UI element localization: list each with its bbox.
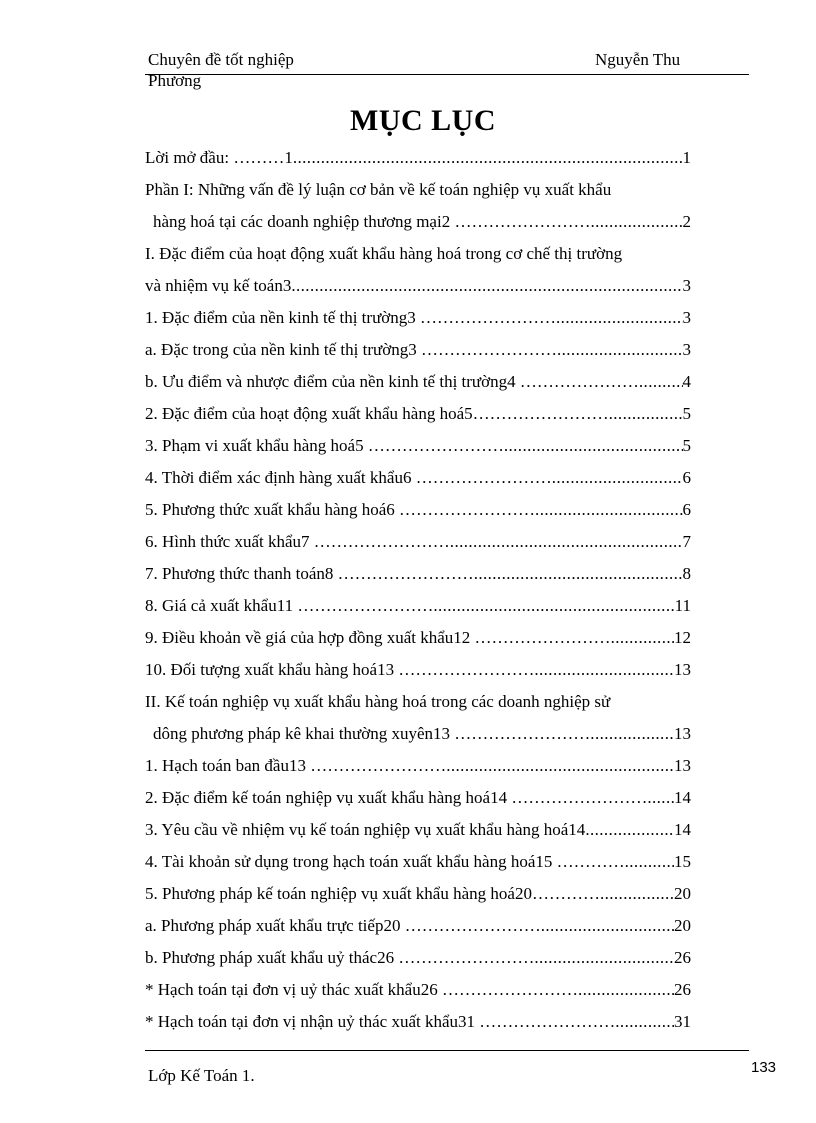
toc-entry-title: hàng hoá tại các doanh nghiệp thương mại2 ……………………	[153, 212, 591, 231]
toc-entry-title: và nhiệm vụ kế toán3	[145, 276, 292, 295]
page-header	[145, 48, 749, 75]
toc-entry-title: 5. Phương pháp kế toán nghiệp vụ xuất khẩu hàng hoá20…………	[145, 884, 600, 903]
toc-dot-leader	[609, 398, 683, 430]
toc-entry-page: 31	[674, 1012, 691, 1031]
toc-entry	[145, 814, 691, 846]
toc-dot-leader	[590, 718, 674, 750]
toc-entry-title: I. Đặc điểm của hoạt động xuất khẩu hàng hoá trong cơ chế thị trường	[145, 244, 623, 263]
toc-entry	[145, 462, 691, 494]
toc-entry-page: 5	[682, 404, 691, 423]
toc-entry-title: 4. Tài khoản sử dụng trong hạch toán xuất khẩu hàng hoá15 …………	[145, 852, 625, 871]
toc-entry-title: 2. Đặc điểm kế toán nghiệp vụ xuất khẩu hàng hoá14 ……………………	[145, 788, 648, 807]
toc-entry-page: 5	[682, 436, 691, 455]
page-title: MỤC LỤC	[350, 104, 496, 137]
toc-entry-title: Lời mở đầu: ………1	[145, 148, 293, 167]
toc-entry-title: 2. Đặc điểm của hoạt động xuất khẩu hàng hoá5……………………	[145, 404, 609, 423]
toc-entry-title: b. Ưu điểm và nhược điểm của nền kinh tế thị trường4 …………………	[145, 372, 639, 391]
toc-entry-title: a. Phương pháp xuất khẩu trực tiếp20 ……………………	[145, 916, 541, 935]
toc-entry-page: 20	[674, 884, 691, 903]
toc-dot-leader	[291, 270, 682, 302]
toc-entry-page: 2	[682, 212, 691, 231]
toc-entry	[145, 558, 691, 590]
toc-entry-page: 12	[674, 628, 691, 647]
toc-entry	[145, 910, 691, 942]
toc-entry-page: 3	[682, 276, 691, 295]
toc-entry	[145, 174, 691, 206]
toc-entry-page: 7	[682, 532, 691, 551]
toc-entry	[145, 750, 691, 782]
toc-entry-title: 1. Đặc điểm của nền kinh tế thị trường3 ……………………	[145, 308, 557, 327]
toc-dot-leader	[639, 366, 683, 398]
toc-entry-page: 8	[682, 564, 691, 583]
toc-dot-leader	[541, 910, 674, 942]
footer-class-name: Lớp Kế Toán 1.	[148, 1066, 255, 1085]
toc-entry	[145, 846, 691, 878]
toc-entry-title: 7. Phương thức thanh toán8 ……………………	[145, 564, 474, 583]
toc-entry	[145, 622, 691, 654]
toc-dot-leader	[474, 558, 683, 590]
toc-entry	[145, 302, 691, 334]
toc-dot-leader	[450, 526, 683, 558]
toc-dot-leader	[293, 142, 683, 174]
toc-dot-leader	[585, 814, 674, 846]
toc-entry-title: 9. Điều khoản về giá của hợp đồng xuất khẩu12 ……………………	[145, 628, 611, 647]
toc-entry	[145, 206, 691, 238]
toc-entry-page: 13	[674, 660, 691, 679]
toc-entry	[145, 238, 691, 270]
table-of-contents	[145, 142, 691, 1038]
toc-entry-page: 14	[674, 788, 691, 807]
header-document-title: Chuyên đề tốt nghiệp	[148, 50, 294, 69]
toc-entry-page: 20	[674, 916, 691, 935]
toc-entry	[145, 974, 691, 1006]
toc-dot-leader	[625, 846, 674, 878]
toc-entry	[145, 878, 691, 910]
toc-entry-page: 6	[682, 500, 691, 519]
toc-dot-leader	[557, 334, 683, 366]
toc-entry	[145, 398, 691, 430]
toc-dot-leader	[433, 590, 674, 622]
toc-entry-page: 3	[682, 340, 691, 359]
toc-entry	[145, 270, 691, 302]
toc-dot-leader	[552, 462, 683, 494]
toc-dot-leader	[578, 974, 674, 1006]
toc-entry-title: 10. Đối tượng xuất khẩu hàng hoá13 ……………………	[145, 660, 535, 679]
toc-entry-title: Phần I: Những vấn đề lý luận cơ bản về kế toán nghiệp vụ xuất khẩu	[145, 180, 612, 199]
toc-entry-page: 1	[682, 148, 691, 167]
toc-entry-title: 5. Phương thức xuất khẩu hàng hoá6 ……………………	[145, 500, 536, 519]
toc-entry-title: a. Đặc trong của nền kinh tế thị trường3 ……………………	[145, 340, 557, 359]
toc-dot-leader	[446, 750, 674, 782]
toc-entry-page: 3	[682, 308, 691, 327]
toc-entry-title: 1. Hạch toán ban đầu13 ……………………	[145, 756, 447, 775]
toc-entry	[145, 494, 691, 526]
toc-entry	[145, 142, 691, 174]
toc-entry-title: 4. Thời điểm xác định hàng xuất khẩu6 ……………………	[145, 468, 552, 487]
toc-entry-title: 3. Phạm vi xuất khẩu hàng hoá5 ……………………	[145, 436, 504, 455]
toc-entry-page: 11	[674, 596, 691, 615]
toc-entry	[145, 942, 691, 974]
toc-entry-page: 6	[682, 468, 691, 487]
toc-entry-title: II. Kế toán nghiệp vụ xuất khẩu hàng hoá trong các doanh nghiệp sử	[145, 692, 611, 711]
toc-entry-title: 8. Giá cả xuất khẩu11 ……………………	[145, 596, 434, 615]
toc-entry-page: 26	[674, 948, 691, 967]
toc-dot-leader	[615, 1006, 674, 1038]
toc-entry-title: * Hạch toán tại đơn vị nhận uỷ thác xuất khẩu31 ……………………	[145, 1012, 616, 1031]
toc-dot-leader	[534, 654, 674, 686]
toc-entry-title: 3. Yêu cầu về nhiệm vụ kế toán nghiệp vụ xuất khẩu hàng hoá14	[145, 820, 586, 839]
toc-dot-leader	[556, 302, 682, 334]
toc-dot-leader	[611, 622, 674, 654]
toc-entry-title: * Hạch toán tại đơn vị uỷ thác xuất khẩu26 ……………………	[145, 980, 578, 999]
toc-entry-page: 4	[682, 372, 691, 391]
toc-dot-leader	[504, 430, 683, 462]
toc-entry	[145, 366, 691, 398]
toc-entry	[145, 590, 691, 622]
toc-entry-title: 6. Hình thức xuất khẩu7 ……………………	[145, 532, 450, 551]
toc-entry	[145, 526, 691, 558]
toc-entry	[145, 334, 691, 366]
page-footer	[145, 1050, 777, 1085]
toc-dot-leader	[535, 494, 682, 526]
toc-dot-leader	[600, 878, 674, 910]
toc-dot-leader	[590, 206, 682, 238]
toc-entry	[145, 686, 691, 718]
toc-entry	[145, 654, 691, 686]
toc-entry-title: b. Phương pháp xuất khẩu uỷ thác26 ……………………	[145, 948, 535, 967]
toc-entry-page: 15	[674, 852, 691, 871]
toc-entry	[145, 782, 691, 814]
header-author-continued: Phương	[148, 71, 202, 90]
toc-entry-page: 13	[674, 756, 691, 775]
toc-entry-page: 13	[674, 724, 691, 743]
toc-entry	[145, 430, 691, 462]
toc-entry	[145, 1006, 691, 1038]
toc-entry	[145, 718, 691, 750]
toc-entry-page: 14	[674, 820, 691, 839]
toc-entry-title: dông phương pháp kê khai thường xuyên13 ……………………	[153, 724, 591, 743]
footer-page-number: 133	[751, 1059, 777, 1076]
toc-entry-page: 26	[674, 980, 691, 999]
toc-dot-leader	[647, 782, 674, 814]
toc-dot-leader	[534, 942, 674, 974]
header-author: Nguyễn Thu	[595, 50, 681, 69]
